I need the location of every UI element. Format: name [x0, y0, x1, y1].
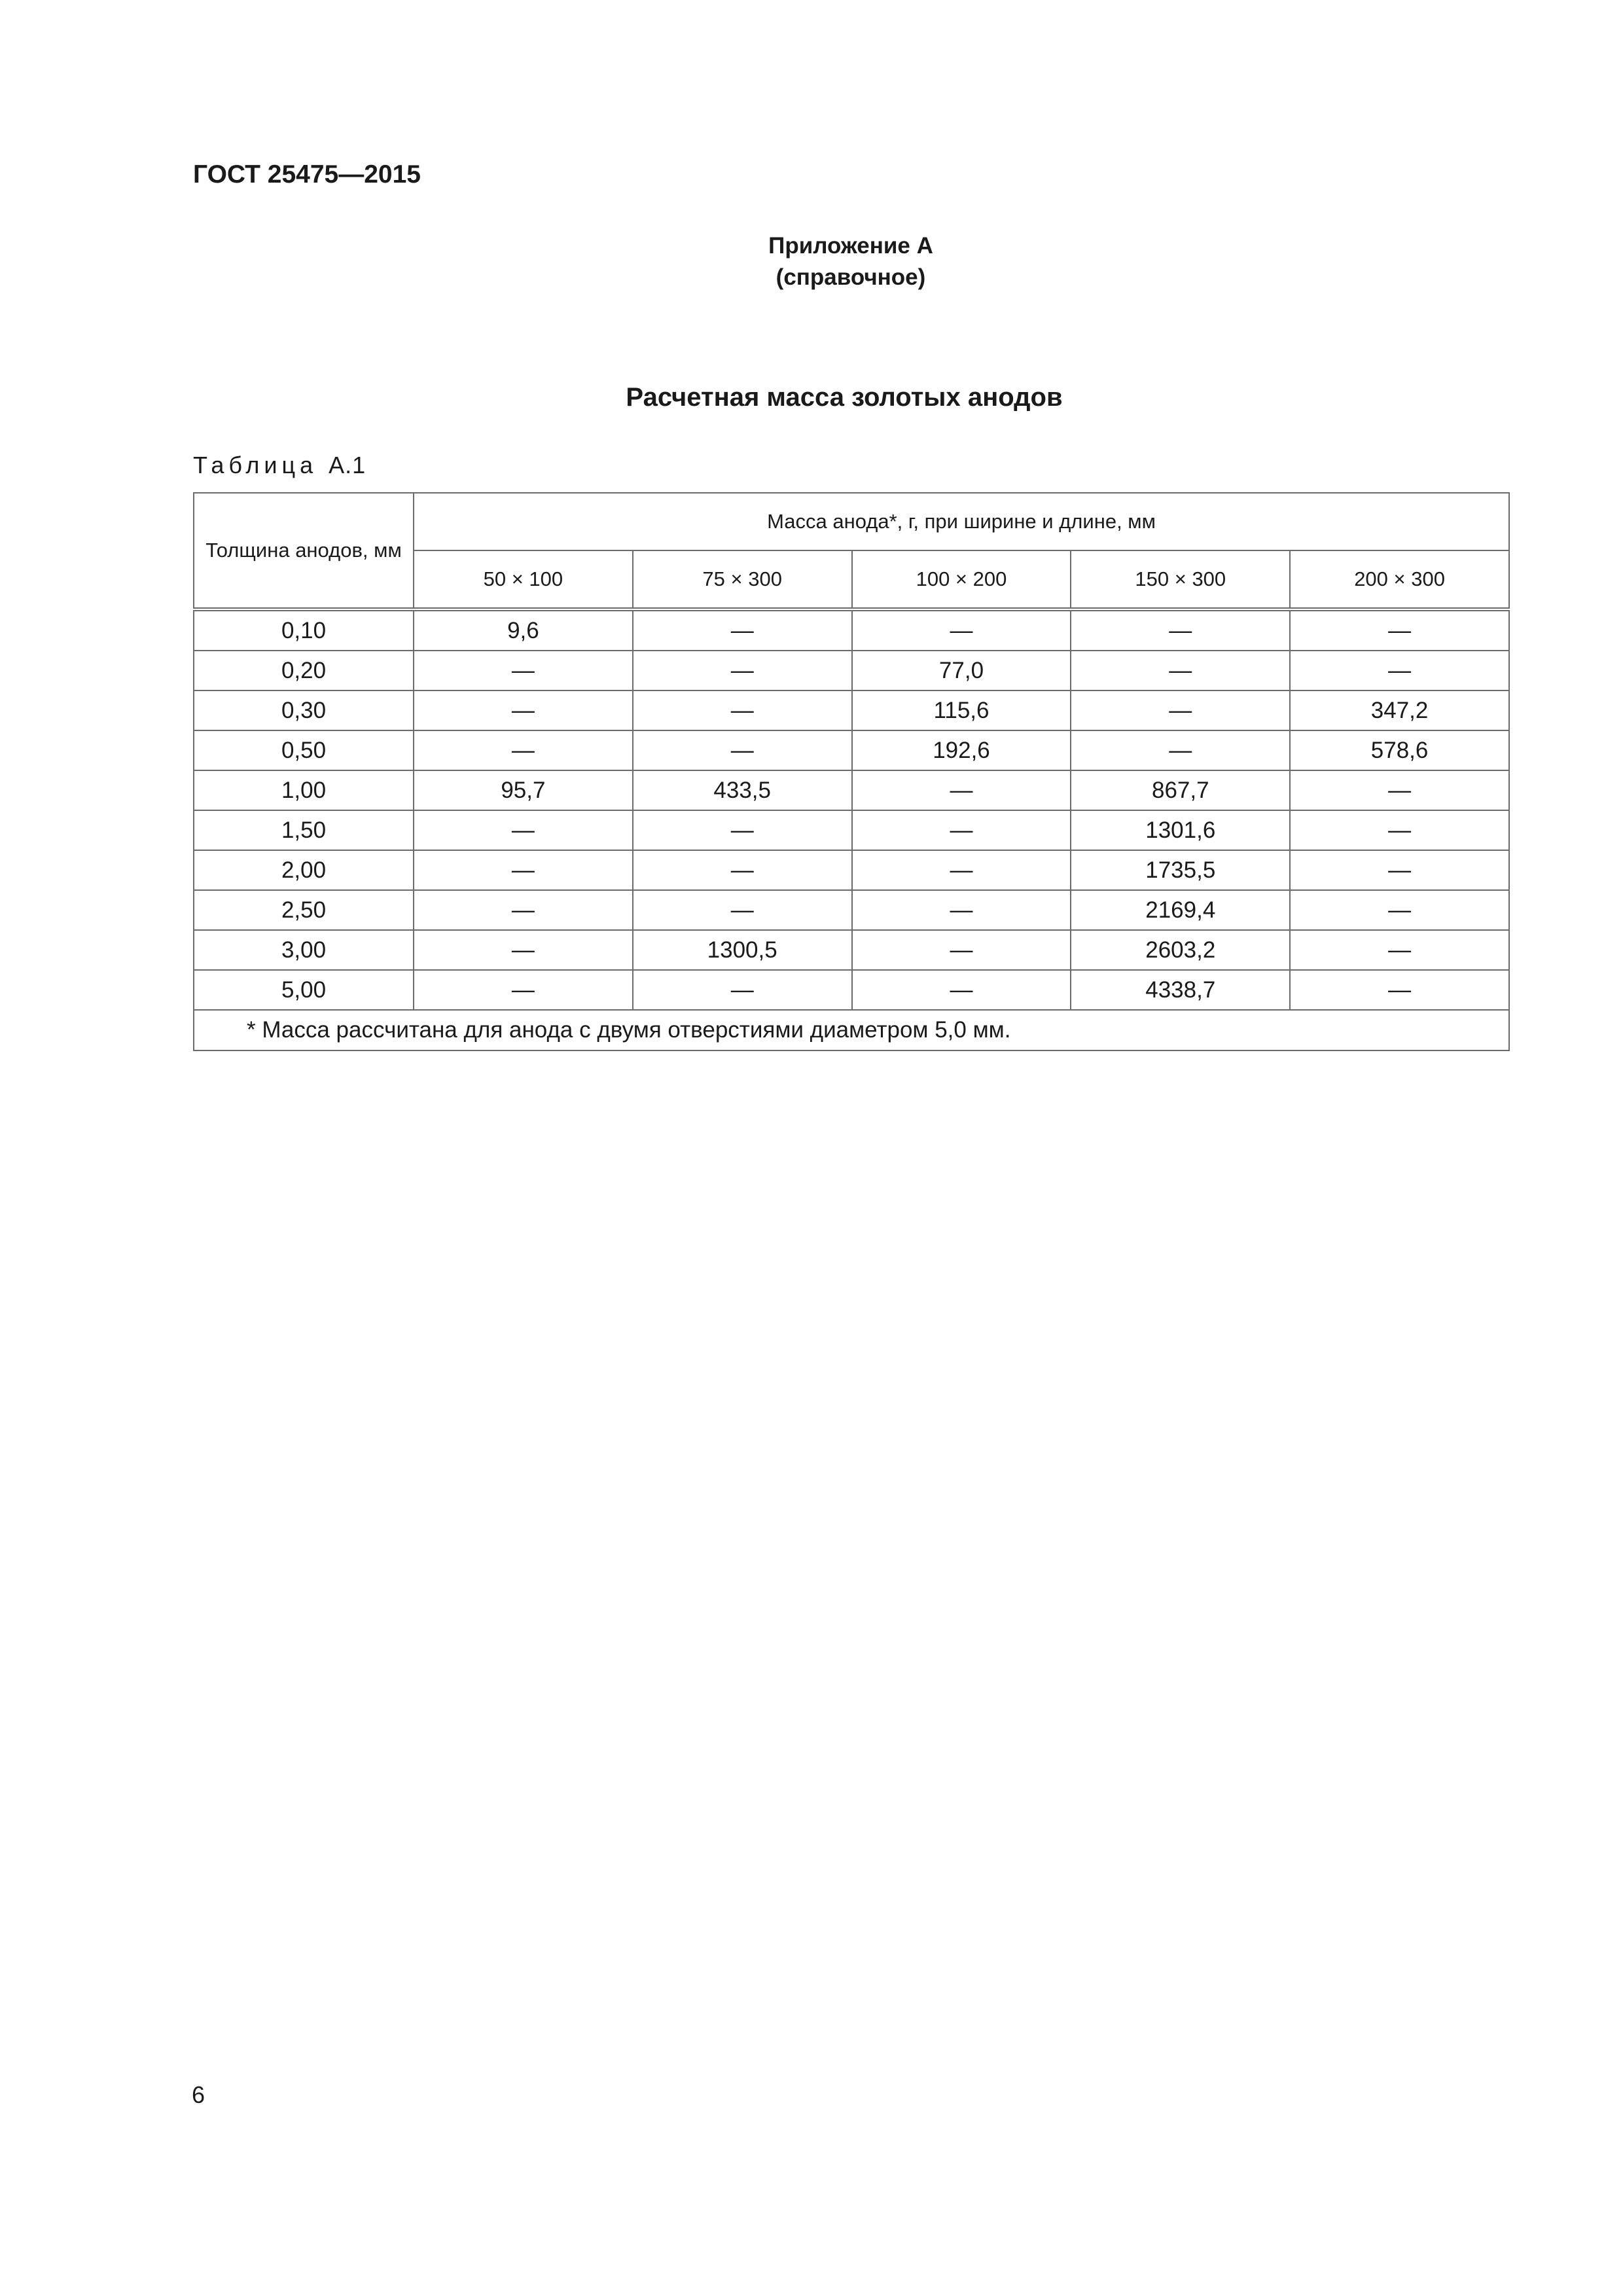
table-row [194, 691, 1509, 730]
table-row [194, 970, 1509, 1010]
mass-cell: 9,6 [414, 609, 633, 651]
mass-cell: 2169,4 [1071, 890, 1290, 930]
mass-cell: 4338,7 [1071, 970, 1290, 1010]
mass-cell: — [1290, 651, 1509, 691]
mass-cell: — [633, 691, 852, 730]
mass-cell: — [1071, 609, 1290, 651]
thickness-cell: 5,00 [194, 970, 414, 1010]
mass-cell: — [633, 651, 852, 691]
mass-cell: 115,6 [852, 691, 1071, 730]
mass-cell: 433,5 [633, 770, 852, 810]
mass-cell: 1300,5 [633, 930, 852, 970]
mass-cell: — [852, 970, 1071, 1010]
mass-cell: — [1290, 930, 1509, 970]
table-row [194, 651, 1509, 691]
mass-cell: — [852, 770, 1071, 810]
mass-cell: — [1290, 850, 1509, 890]
thickness-cell: 0,10 [194, 609, 414, 651]
table-row [194, 810, 1509, 850]
mass-cell: 95,7 [414, 770, 633, 810]
row-header-thickness: Толщина анодов, мм [194, 493, 414, 609]
mass-cell: — [414, 810, 633, 850]
mass-cell: 347,2 [1290, 691, 1509, 730]
mass-cell: — [414, 850, 633, 890]
mass-cell: — [633, 970, 852, 1010]
mass-cell: — [414, 930, 633, 970]
mass-cell: — [414, 730, 633, 770]
mass-cell: 867,7 [1071, 770, 1290, 810]
thickness-cell: 2,50 [194, 890, 414, 930]
table-row [194, 770, 1509, 810]
table-caption [193, 452, 366, 479]
group-header-mass: Масса анода*, г, при ширине и длине, мм [414, 493, 1509, 550]
mass-cell: — [852, 609, 1071, 651]
anode-mass-table [193, 492, 1510, 1051]
appendix-subtitle: (справочное) [776, 264, 926, 290]
mass-cell: — [1071, 691, 1290, 730]
mass-cell: — [1071, 651, 1290, 691]
mass-cell: — [633, 730, 852, 770]
table-row [194, 930, 1509, 970]
mass-cell: — [852, 890, 1071, 930]
appendix-heading [681, 230, 1021, 293]
mass-cell: 578,6 [1290, 730, 1509, 770]
mass-cell: — [1071, 730, 1290, 770]
column-header: 100 × 200 [852, 550, 1071, 609]
mass-cell: — [633, 810, 852, 850]
appendix-title: Приложение А [768, 233, 933, 259]
column-header: 75 × 300 [633, 550, 852, 609]
thickness-cell: 2,00 [194, 850, 414, 890]
mass-cell: 1301,6 [1071, 810, 1290, 850]
mass-cell: — [633, 850, 852, 890]
mass-cell: — [1290, 890, 1509, 930]
mass-cell: — [1290, 770, 1509, 810]
mass-cell: — [1290, 609, 1509, 651]
mass-cell: — [633, 609, 852, 651]
mass-cell: — [414, 691, 633, 730]
mass-cell: 192,6 [852, 730, 1071, 770]
table-footnote: * Масса рассчитана для анода с двумя отверстиями диаметром 5,0 мм. [194, 1010, 1509, 1050]
column-header: 50 × 100 [414, 550, 633, 609]
column-header: 200 × 300 [1290, 550, 1509, 609]
table-row [194, 730, 1509, 770]
mass-cell: — [414, 651, 633, 691]
table-row [194, 890, 1509, 930]
column-header: 150 × 300 [1071, 550, 1290, 609]
thickness-cell: 0,50 [194, 730, 414, 770]
standard-code-header: ГОСТ 25475—2015 [193, 160, 421, 188]
mass-cell: — [852, 850, 1071, 890]
mass-cell: 2603,2 [1071, 930, 1290, 970]
footnote-row [194, 1010, 1509, 1050]
mass-cell: — [1290, 810, 1509, 850]
table-row [194, 850, 1509, 890]
thickness-cell: 0,30 [194, 691, 414, 730]
mass-cell: — [633, 890, 852, 930]
thickness-cell: 1,00 [194, 770, 414, 810]
thickness-cell: 1,50 [194, 810, 414, 850]
mass-cell: 77,0 [852, 651, 1071, 691]
mass-cell: — [414, 970, 633, 1010]
mass-cell: 1735,5 [1071, 850, 1290, 890]
section-title: Расчетная масса золотых анодов [626, 383, 1063, 412]
mass-cell: — [1290, 970, 1509, 1010]
mass-cell: — [414, 890, 633, 930]
thickness-cell: 3,00 [194, 930, 414, 970]
mass-cell: — [852, 930, 1071, 970]
table-row [194, 609, 1509, 651]
page-number: 6 [192, 2081, 205, 2108]
thickness-cell: 0,20 [194, 651, 414, 691]
mass-cell: — [852, 810, 1071, 850]
table-caption-label: Таблица [193, 452, 318, 478]
table-caption-number: А.1 [329, 452, 366, 478]
